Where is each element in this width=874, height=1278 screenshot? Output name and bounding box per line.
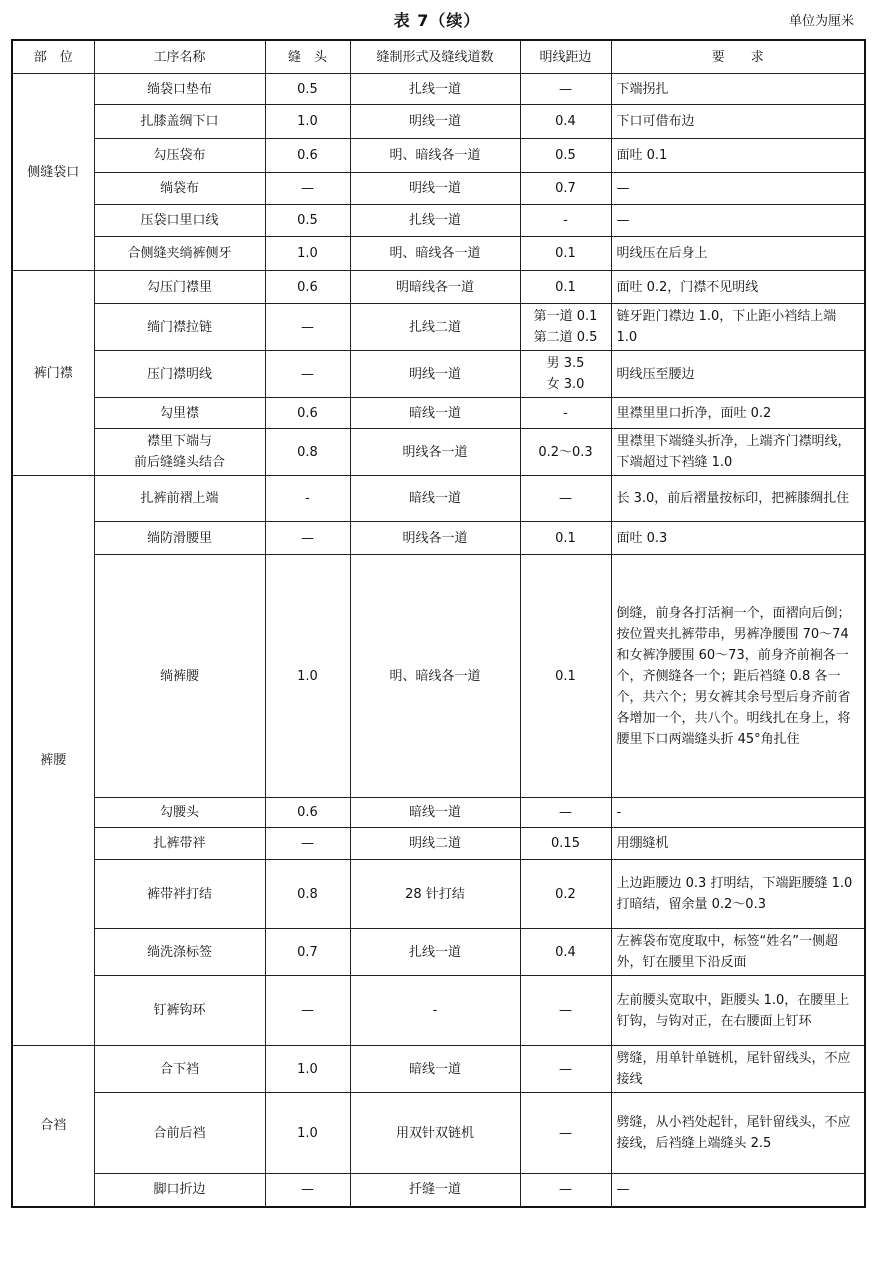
stitch-form: 明线各一道 bbox=[350, 522, 520, 555]
stitch-form: 明线一道 bbox=[350, 173, 520, 205]
stitch-form: 扎线一道 bbox=[350, 929, 520, 976]
seam-allowance: 0.8 bbox=[265, 860, 350, 929]
requirement: 劈缝，用单针单链机，尾针留线头，不应接线 bbox=[611, 1046, 865, 1093]
table-row bbox=[12, 398, 865, 429]
table-title: 表 7（续） bbox=[393, 11, 481, 30]
seam-allowance: 0.5 bbox=[265, 205, 350, 237]
stitch-margin: 0.1 bbox=[520, 237, 611, 271]
process-name: 合侧缝夹绱裤侧牙 bbox=[94, 237, 265, 271]
stitch-margin: 第一道 0.1 第二道 0.5 bbox=[520, 304, 611, 351]
stitch-margin: — bbox=[520, 476, 611, 522]
process-name: 绱防滑腰里 bbox=[94, 522, 265, 555]
part-cell: 裤门襟 bbox=[12, 271, 94, 476]
stitch-form: 暗线一道 bbox=[350, 1046, 520, 1093]
seam-allowance: — bbox=[265, 976, 350, 1046]
table-row bbox=[12, 1093, 865, 1174]
unit-note: 单位为厘米 bbox=[788, 14, 854, 29]
stitch-form: 用双针双链机 bbox=[350, 1093, 520, 1174]
requirement: — bbox=[611, 1174, 865, 1207]
header-seam: 缝 头 bbox=[265, 40, 350, 74]
seam-allowance: 1.0 bbox=[265, 105, 350, 139]
header-form: 缝制形式及缝线道数 bbox=[350, 40, 520, 74]
process-name: 扎裤带袢 bbox=[94, 828, 265, 860]
table-row bbox=[12, 351, 865, 398]
stitch-margin: 0.4 bbox=[520, 929, 611, 976]
process-name: 压袋口里口线 bbox=[94, 205, 265, 237]
requirement: 里襟里下端缝头折净，上端齐门襟明线，下端超过下裆缝 1.0 bbox=[611, 429, 865, 476]
table-row bbox=[12, 860, 865, 929]
part-cell: 裤腰 bbox=[12, 476, 94, 1046]
header-margin: 明线距边 bbox=[520, 40, 611, 74]
header-requirement: 要 求 bbox=[611, 40, 865, 74]
stitch-margin: - bbox=[520, 398, 611, 429]
seam-allowance: — bbox=[265, 522, 350, 555]
stitch-margin: - bbox=[520, 205, 611, 237]
seam-allowance: — bbox=[265, 173, 350, 205]
stitch-form: 暗线一道 bbox=[350, 398, 520, 429]
stitch-margin: 男 3.5 女 3.0 bbox=[520, 351, 611, 398]
table-row bbox=[12, 173, 865, 205]
table-row bbox=[12, 237, 865, 271]
seam-allowance: 1.0 bbox=[265, 1093, 350, 1174]
table-body bbox=[12, 74, 865, 1207]
process-name: 合下裆 bbox=[94, 1046, 265, 1093]
requirement: 明线压在后身上 bbox=[611, 237, 865, 271]
stitch-form: 扎线二道 bbox=[350, 304, 520, 351]
process-name: 勾压门襟里 bbox=[94, 271, 265, 304]
process-name: 合前后裆 bbox=[94, 1093, 265, 1174]
requirement: 下端拐扎 bbox=[611, 74, 865, 105]
stitch-form: 扎线一道 bbox=[350, 205, 520, 237]
seam-allowance: 0.6 bbox=[265, 798, 350, 828]
table-row bbox=[12, 476, 865, 522]
seam-allowance: 1.0 bbox=[265, 1046, 350, 1093]
requirement: 里襟里里口折净，面吐 0.2 bbox=[611, 398, 865, 429]
stitch-form: 明线二道 bbox=[350, 828, 520, 860]
process-name: 绱袋口垫布 bbox=[94, 74, 265, 105]
part-cell: 合裆 bbox=[12, 1046, 94, 1207]
stitch-form: 明、暗线各一道 bbox=[350, 237, 520, 271]
seam-allowance: 0.5 bbox=[265, 74, 350, 105]
seam-allowance: - bbox=[265, 476, 350, 522]
process-name: 扎裤前褶上端 bbox=[94, 476, 265, 522]
table-row bbox=[12, 139, 865, 173]
process-name: 勾里襟 bbox=[94, 398, 265, 429]
stitch-form: 明线一道 bbox=[350, 105, 520, 139]
process-name: 绱袋布 bbox=[94, 173, 265, 205]
stitch-margin: — bbox=[520, 1093, 611, 1174]
stitch-form: 暗线一道 bbox=[350, 798, 520, 828]
seam-allowance: 0.8 bbox=[265, 429, 350, 476]
table-row bbox=[12, 1174, 865, 1207]
process-name: 裤带袢打结 bbox=[94, 860, 265, 929]
stitch-margin: 0.2～0.3 bbox=[520, 429, 611, 476]
requirement: 左前腰头宽取中，距腰头 1.0，在腰里上钉钩，与钩对正，在右腰面上钉环 bbox=[611, 976, 865, 1046]
stitch-form: 扦缝一道 bbox=[350, 1174, 520, 1207]
stitch-margin: 0.15 bbox=[520, 828, 611, 860]
stitch-margin: — bbox=[520, 74, 611, 105]
table-row bbox=[12, 929, 865, 976]
stitch-margin: 0.1 bbox=[520, 555, 611, 798]
table-row bbox=[12, 828, 865, 860]
stitch-form: 明线各一道 bbox=[350, 429, 520, 476]
stitch-margin: 0.7 bbox=[520, 173, 611, 205]
header-part: 部 位 bbox=[12, 40, 94, 74]
stitch-form: 明暗线各一道 bbox=[350, 271, 520, 304]
requirement: 长 3.0，前后褶量按标印，把裤膝绸扎住 bbox=[611, 476, 865, 522]
process-name: 绱门襟拉链 bbox=[94, 304, 265, 351]
part-cell: 侧缝袋口 bbox=[12, 74, 94, 271]
process-name: 勾腰头 bbox=[94, 798, 265, 828]
stitch-form: 扎线一道 bbox=[350, 74, 520, 105]
process-name: 脚口折边 bbox=[94, 1174, 265, 1207]
seam-allowance: — bbox=[265, 351, 350, 398]
table-row bbox=[12, 522, 865, 555]
header-process: 工序名称 bbox=[94, 40, 265, 74]
seam-allowance: 0.7 bbox=[265, 929, 350, 976]
process-name: 钉裤钩环 bbox=[94, 976, 265, 1046]
seam-allowance: 0.6 bbox=[265, 139, 350, 173]
stitch-form: 明线一道 bbox=[350, 351, 520, 398]
seam-allowance: 1.0 bbox=[265, 555, 350, 798]
table-row bbox=[12, 976, 865, 1046]
process-name: 绱裤腰 bbox=[94, 555, 265, 798]
stitch-margin: — bbox=[520, 798, 611, 828]
stitch-margin: 0.4 bbox=[520, 105, 611, 139]
requirement: 用绷缝机 bbox=[611, 828, 865, 860]
seam-allowance: — bbox=[265, 828, 350, 860]
requirement: 链牙距门襟边 1.0，下止距小裆结上端 1.0 bbox=[611, 304, 865, 351]
table-row bbox=[12, 105, 865, 139]
table-row bbox=[12, 304, 865, 351]
requirement: 面吐 0.1 bbox=[611, 139, 865, 173]
requirement: 上边距腰边 0.3 打明结，下端距腰缝 1.0 打暗结，留余量 0.2～0.3 bbox=[611, 860, 865, 929]
stitch-margin: — bbox=[520, 1046, 611, 1093]
stitch-form: 明、暗线各一道 bbox=[350, 139, 520, 173]
requirement: 下口可借布边 bbox=[611, 105, 865, 139]
requirement: — bbox=[611, 173, 865, 205]
stitch-margin: 0.2 bbox=[520, 860, 611, 929]
stitch-margin: — bbox=[520, 976, 611, 1046]
stitch-form: 暗线一道 bbox=[350, 476, 520, 522]
table-row bbox=[12, 429, 865, 476]
requirement: 左裤袋布宽度取中，标签“姓名”一侧超外，钉在腰里下沿反面 bbox=[611, 929, 865, 976]
stitch-margin: 0.1 bbox=[520, 522, 611, 555]
requirement: 面吐 0.3 bbox=[611, 522, 865, 555]
stitch-form: 明、暗线各一道 bbox=[350, 555, 520, 798]
stitch-margin: 0.5 bbox=[520, 139, 611, 173]
stitch-form: 28 针打结 bbox=[350, 860, 520, 929]
requirement: 倒缝，前身各打活裥一个，面褶向后倒；按位置夹扎裤带串，男裤净腰围 70～74 和女裤净腰围 60～73，前身齐前裥各一个，齐侧缝各一个；距后裆缝 0.8 各一个，共六个；男女裤其余号型后身齐前省各增加一个，共八个。明线扎在身上，将腰里下口两端缝头折 45°角扎住 bbox=[611, 555, 865, 798]
table-row bbox=[12, 271, 865, 304]
requirement: — bbox=[611, 205, 865, 237]
seam-allowance: 1.0 bbox=[265, 237, 350, 271]
process-name: 扎膝盖绸下口 bbox=[94, 105, 265, 139]
table-row bbox=[12, 74, 865, 105]
seam-allowance: — bbox=[265, 304, 350, 351]
table-row bbox=[12, 555, 865, 798]
stitch-margin: 0.1 bbox=[520, 271, 611, 304]
process-name: 绱洗涤标签 bbox=[94, 929, 265, 976]
table-row bbox=[12, 1046, 865, 1093]
requirement: - bbox=[611, 798, 865, 828]
stitch-margin: — bbox=[520, 1174, 611, 1207]
seam-allowance: — bbox=[265, 1174, 350, 1207]
table-header bbox=[12, 40, 865, 74]
seam-allowance: 0.6 bbox=[265, 398, 350, 429]
process-name: 勾压袋布 bbox=[94, 139, 265, 173]
table-row bbox=[12, 798, 865, 828]
process-name: 襟里下端与 前后缝缝头结合 bbox=[94, 429, 265, 476]
requirement: 明线压至腰边 bbox=[611, 351, 865, 398]
requirement: 面吐 0.2，门襟不见明线 bbox=[611, 271, 865, 304]
table-row bbox=[12, 205, 865, 237]
stitch-form: - bbox=[350, 976, 520, 1046]
process-table bbox=[11, 39, 866, 1208]
seam-allowance: 0.6 bbox=[265, 271, 350, 304]
process-name: 压门襟明线 bbox=[94, 351, 265, 398]
requirement: 劈缝，从小裆处起针，尾针留线头，不应接线，后裆缝上端缝头 2.5 bbox=[611, 1093, 865, 1174]
header-row bbox=[12, 40, 865, 74]
